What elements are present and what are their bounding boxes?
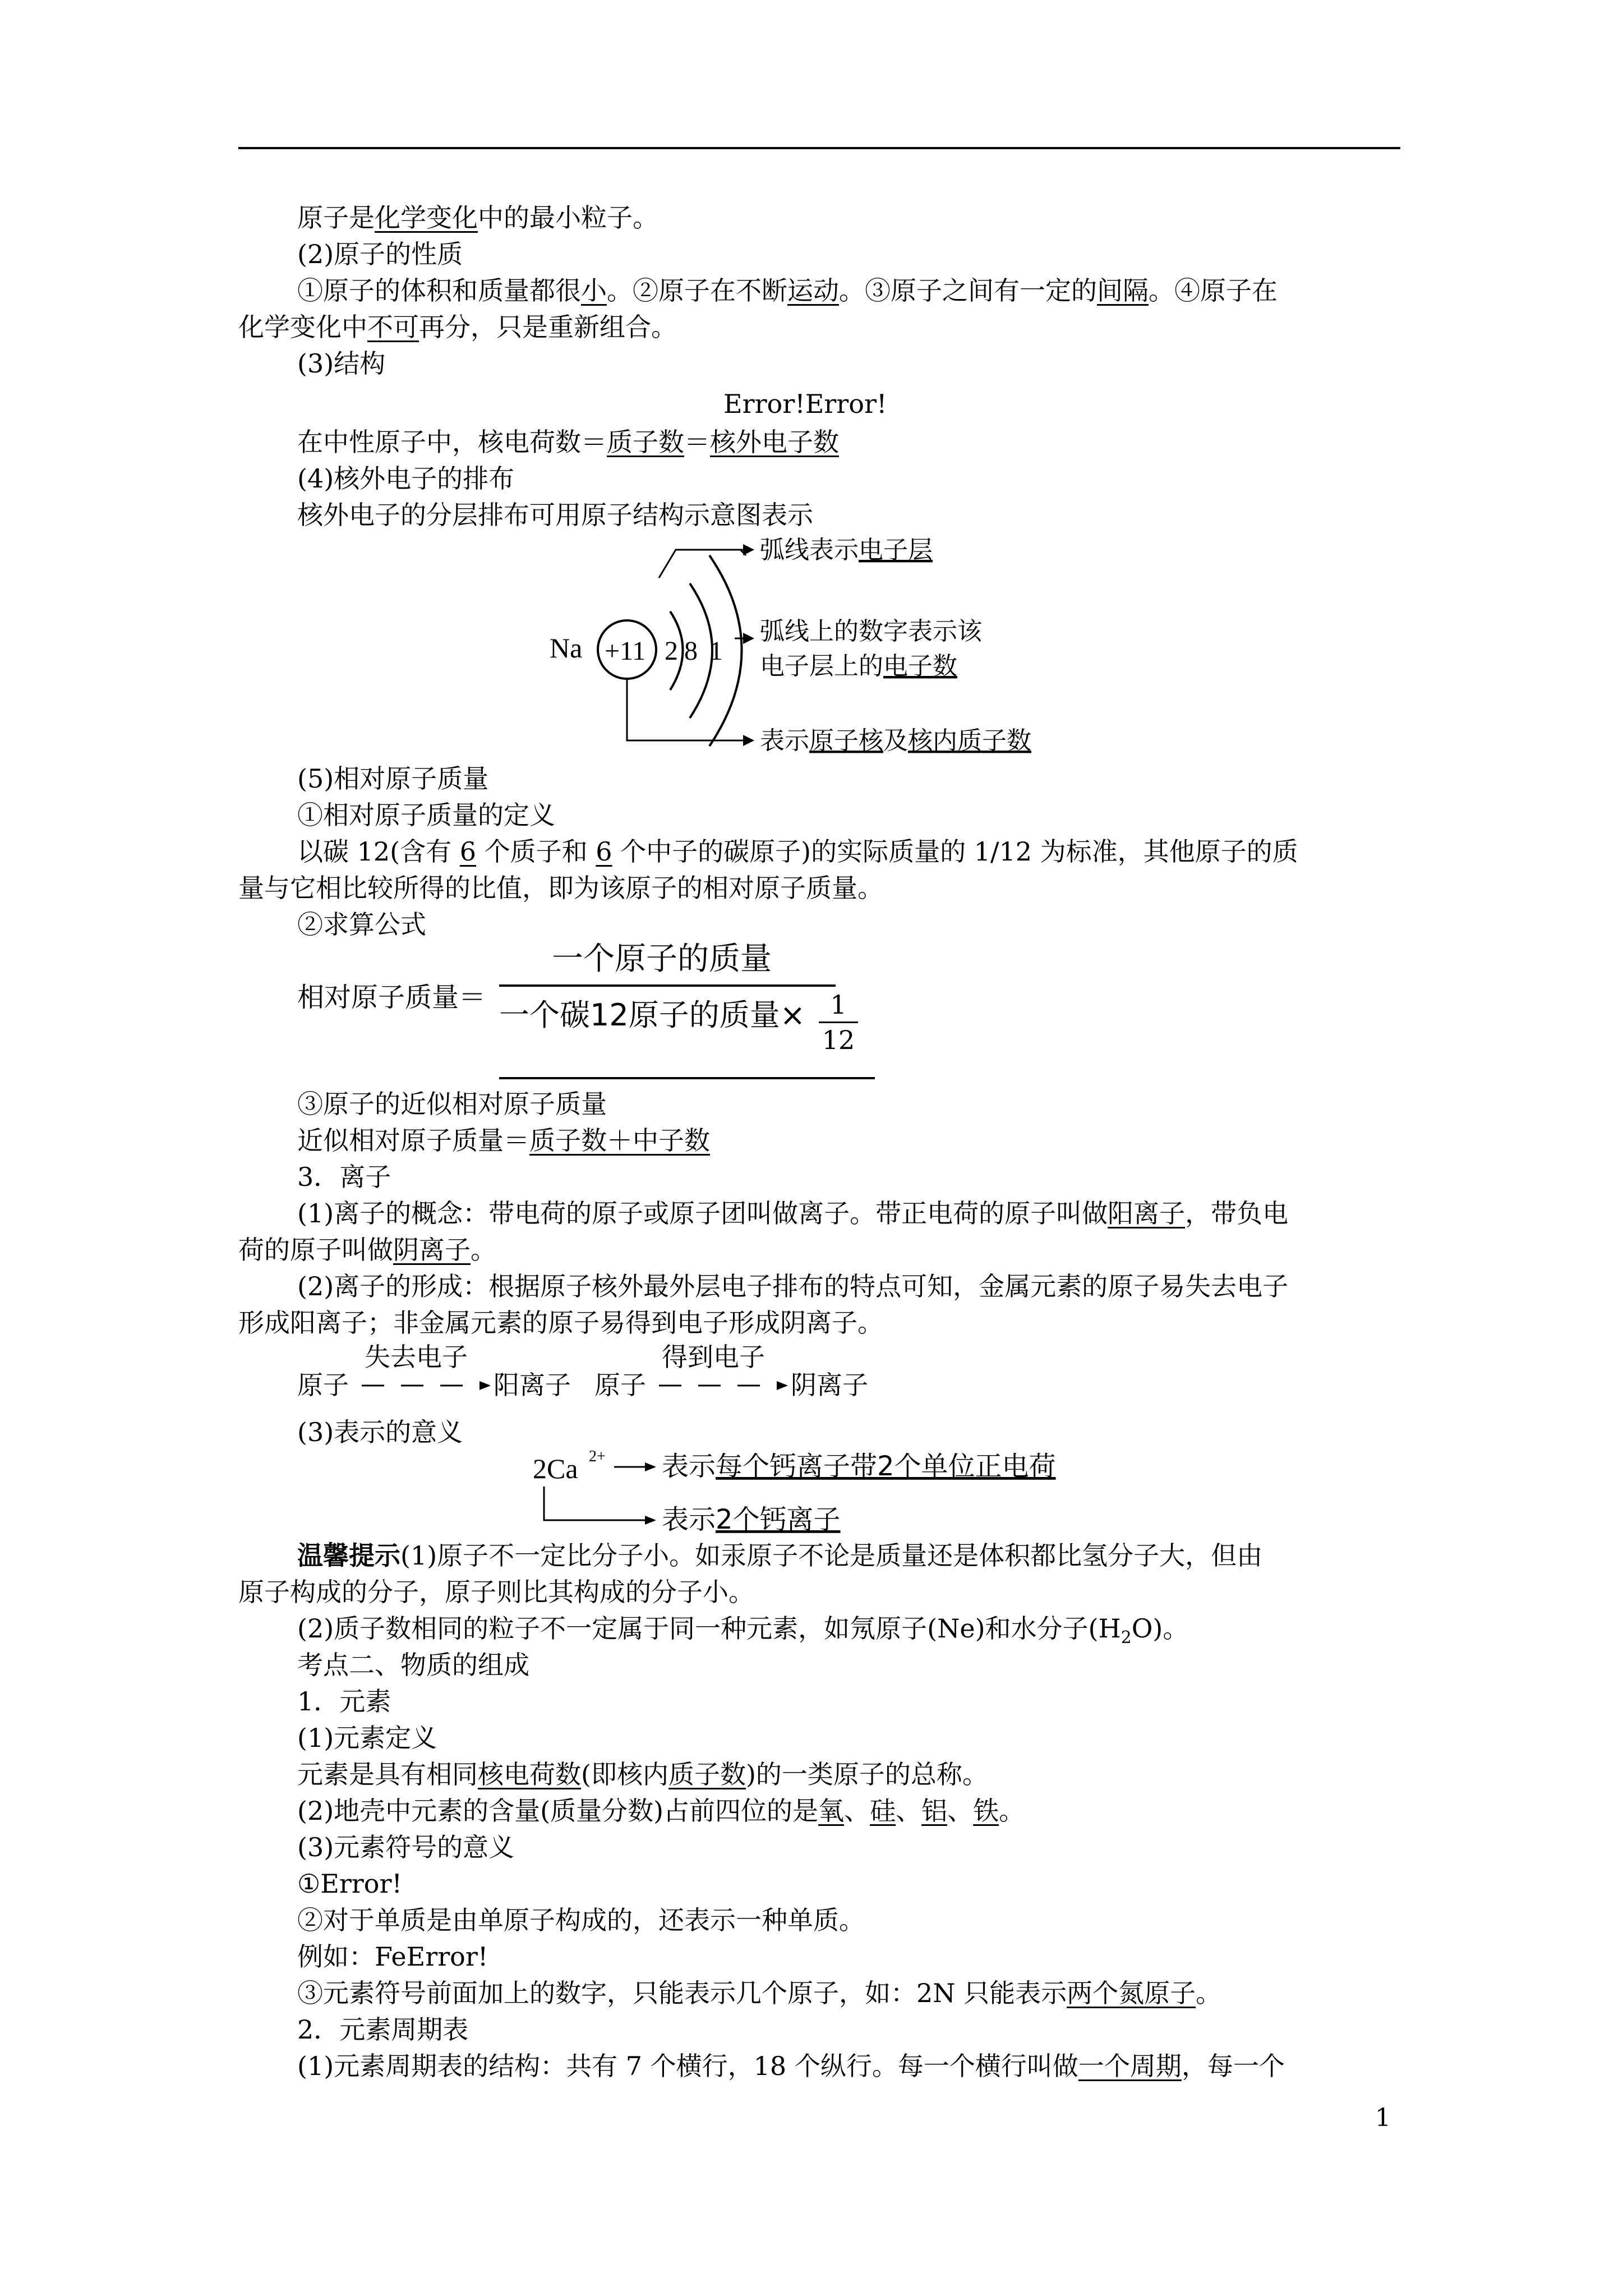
lose-electrons-label: 失去电子 [365, 1342, 468, 1372]
meaning-label: 表示 [662, 1451, 716, 1482]
text-line: 荷的原子叫做阴离子。 [238, 1235, 496, 1265]
ion-charge: 2+ [589, 1448, 606, 1465]
formula-underline [499, 1077, 875, 1079]
atomic-structure-diagram [550, 527, 1110, 763]
small-denominator: 12 [822, 1025, 855, 1055]
page-number: 1 [1375, 2104, 1391, 2132]
text-line: 例如：FeError! [297, 1941, 488, 1972]
text-line: (1)元素定义 [297, 1723, 437, 1753]
text-line: 3．离子 [297, 1162, 391, 1192]
text-line: ③原子的近似相对原子质量 [297, 1089, 607, 1119]
meaning-label: 表示 [662, 1504, 716, 1535]
text-line: ②对于单质是由单原子构成的，还表示一种单质。 [297, 1905, 865, 1935]
ion-meaning-diagram [533, 1436, 1150, 1548]
text-line: 2．元素周期表 [297, 2014, 469, 2045]
text-line: (2)原子的性质 [297, 239, 463, 269]
text-line: 原子是化学变化中的最小粒子。 [297, 203, 658, 233]
text-line: (4)核外电子的排布 [297, 463, 515, 494]
arrow-label: 及 [883, 726, 908, 755]
text-line: (2)离子的形成：根据原子核外最外层电子排布的特点可知，金属元素的原子易失去电子 [297, 1271, 1289, 1301]
small-numerator: 1 [830, 990, 847, 1020]
arrow-label: 电子层 [859, 536, 933, 564]
small-fraction-bar [819, 1022, 858, 1023]
formula-label: 相对原子质量＝ [297, 982, 486, 1013]
atom-label: 原子 [594, 1370, 646, 1400]
nucleus-charge: +11 [605, 636, 646, 666]
text-line: ③元素符号前面加上的数字，只能表示几个原子，如：2N 只能表示两个氮原子。 [297, 1978, 1222, 2008]
text-line: 考点二、物质的组成 [297, 1650, 529, 1680]
svg-text:电子层上的电子数 [760, 652, 957, 680]
arrow-label: 核内质子数 [908, 726, 1031, 755]
text-line: 核外电子的分层排布可用原子结构示意图表示 [297, 500, 813, 530]
error-text: Error!Error! [723, 389, 887, 419]
text-line: (1)元素周期表的结构：共有 7 个横行，18 个纵行。每一个横行叫做一个周期，每一个 [297, 2051, 1285, 2081]
text-line: (3)结构 [297, 348, 386, 379]
text-line: (2)地壳中元素的含量(质量分数)占前四位的是氧、硅、铝、铁。 [297, 1796, 1025, 1826]
text-line: (1)离子的概念：带电荷的原子或原子团叫做离子。带正电荷的原子叫做阳离子，带负电 [297, 1198, 1289, 1228]
text-line: 在中性原子中，核电荷数＝质子数＝核外电子数 [297, 427, 839, 457]
svg-text:表示原子核及核内质子数 [760, 726, 1031, 755]
arrow-label: 表示 [760, 726, 809, 755]
atom-label: 原子 [297, 1370, 349, 1400]
svg-text:表示每个钙离子带2个单位正电荷 [662, 1451, 1056, 1482]
text-line: ①相对原子质量的定义 [297, 800, 555, 830]
formula-numerator: 一个原子的质量 [552, 941, 772, 977]
text-line: 原子构成的分子，原子则比其构成的分子小。 [238, 1577, 754, 1607]
text-line: 以碳 12(含有 6 个质子和 6 个中子的碳原子)的实际质量的 1/12 为标准，其他原子的质 [297, 836, 1298, 867]
text-line: (5)相对原子质量 [297, 763, 489, 794]
relative-mass-formula [297, 940, 903, 1085]
meaning-label: 2个钙离子 [716, 1504, 841, 1535]
text-line: ①Error! [297, 1869, 402, 1899]
text-line: (3)元素符号的意义 [297, 1832, 515, 1862]
fraction-bar [499, 984, 836, 987]
shell-3-count: 1 [709, 636, 723, 666]
arrow-label: 电子层上的 [760, 652, 883, 680]
arrow-label: 电子数 [883, 652, 957, 680]
meaning-label: 每个钙离子带2个单位正电荷 [716, 1451, 1056, 1482]
text-line: 化学变化中不可再分，只是重新组合。 [238, 312, 677, 342]
gain-electrons-label: 得到电子 [662, 1342, 765, 1372]
one-twelfth [819, 989, 858, 1056]
arrow-label: 弧线表示 [760, 536, 859, 564]
text-line: 温馨提示(1)原子不一定比分子小。如汞原子不论是质量还是体积都比氢分子大，但由 [297, 1540, 1263, 1571]
text-line: (3)表示的意义 [297, 1417, 463, 1447]
text-line: 元素是具有相同核电荷数(即核内质子数)的一类原子的总称。 [297, 1759, 988, 1789]
shell-2-count: 8 [684, 636, 698, 666]
arrow-label: 原子核 [809, 726, 883, 755]
formula-denominator: 一个碳12原子的质量× [499, 997, 805, 1033]
text-line: 量与它相比较所得的比值，即为该原子的相对原子质量。 [238, 873, 883, 903]
shell-1-count: 2 [665, 636, 678, 666]
text-line: (2)质子数相同的粒子不一定属于同一种元素，如氖原子(Ne)和水分子$(H_2O)$。 [297, 1613, 1189, 1648]
ion-symbol: 2Ca [533, 1453, 578, 1484]
element-symbol: Na [550, 632, 583, 664]
header-rule [238, 147, 1400, 149]
svg-text:表示2个钙离子 [662, 1504, 841, 1535]
ion-formation-arrows [297, 1338, 970, 1405]
text-line: ②求算公式 [297, 909, 426, 940]
arrow-label: 弧线上的数字表示该 [760, 617, 982, 646]
anion-label: 阴离子 [791, 1370, 868, 1400]
text-line: 1．元素 [297, 1686, 391, 1717]
text-line: 形成阳离子；非金属元素的原子易得到电子形成阴离子。 [238, 1308, 883, 1338]
text-line: ①原子的体积和质量都很小。②原子在不断运动。③原子之间有一定的间隔。④原子在 [297, 275, 1278, 306]
cation-label: 阳离子 [494, 1370, 571, 1400]
text-line: 近似相对原子质量＝质子数＋中子数 [297, 1125, 710, 1156]
svg-text:弧线表示电子层 [760, 536, 933, 564]
